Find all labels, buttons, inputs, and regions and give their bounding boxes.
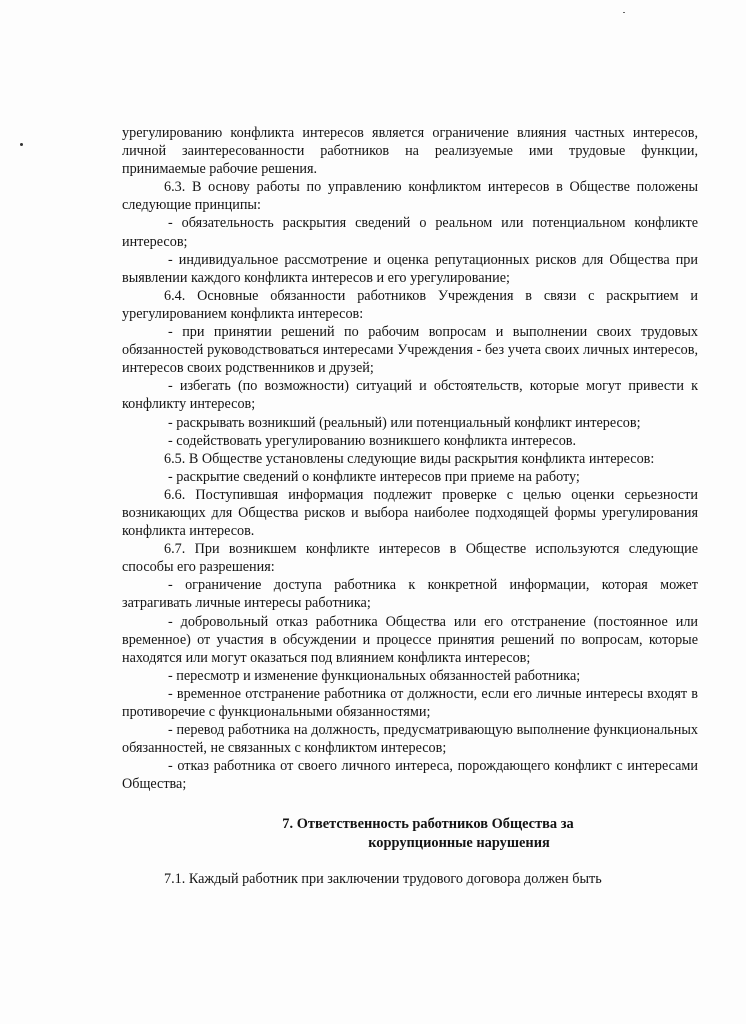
- section-heading-line1: 7. Ответственность работников Общества за: [282, 816, 574, 833]
- scan-speck: [623, 12, 625, 13]
- paragraph: - пересмотр и изменение функциональных обязанностей работника;: [168, 667, 581, 684]
- scan-speck: [20, 143, 23, 146]
- document-body: [122, 124, 698, 889]
- paragraph: 6.3. В основу работы по управлению конфликтом интересов в Обществе положены следующие принципы:: [122, 179, 698, 214]
- paragraph: - избегать (по возможности) ситуаций и обстоятельств, которые могут привести к конфликту интересов;: [122, 378, 698, 413]
- paragraph: урегулированию конфликта интересов является ограничение влияния частных интересов, личной заинтересованности работников на реализуемые ими трудовые функции, принимаемые рабочие решения.: [122, 125, 698, 178]
- paragraph: - раскрывать возникший (реальный) или потенциальный конфликт интересов;: [168, 414, 641, 431]
- paragraph: - индивидуальное рассмотрение и оценка репутационных рисков для Общества при выявлении каждого конфликта интересов и его урегулирование;: [122, 251, 698, 286]
- paragraph: - при принятии решений по рабочим вопросам и выполнении своих трудовых обязанностей руководствоваться интересами Учреждения - без учета своих личных интересов, интересов своих родственников и друзей;: [122, 324, 698, 377]
- paragraph: - обязательность раскрытия сведений о реальном или потенциальном конфликте интересов;: [122, 215, 698, 250]
- section-heading-line2: коррупционные нарушения: [368, 834, 550, 851]
- paragraph: 7.1. Каждый работник при заключении трудового договора должен быть: [164, 871, 602, 888]
- paragraph: - ограничение доступа работника к конкретной информации, которая может затрагивать личные интересы работника;: [122, 577, 698, 612]
- paragraph: - добровольный отказ работника Общества или его отстранение (постоянное или временное) от участия в обсуждении и процессе принятия решений по вопросам, которые находятся или могут оказаться под влиянием конфликта интересов;: [122, 613, 698, 666]
- paragraph: 6.7. При возникшем конфликте интересов в Обществе используются следующие способы его разрешения:: [122, 541, 698, 576]
- paragraph: 6.4. Основные обязанности работников Учреждения в связи с раскрытием и урегулированием конфликта интересов:: [122, 287, 698, 322]
- paragraph: - перевод работника на должность, предусматривающую выполнение функциональных обязанностей, не связанных с конфликтом интересов;: [122, 722, 698, 757]
- paragraph: 6.5. В Обществе установлены следующие виды раскрытия конфликта интересов:: [164, 450, 655, 467]
- paragraph: - содействовать урегулированию возникшего конфликта интересов.: [168, 432, 577, 449]
- paragraph: 6.6. Поступившая информация подлежит проверке с целью оценки серьезности возникающих для Общества рисков и выбора наиболее подходящей формы урегулирования конфликта интересов.: [122, 486, 698, 540]
- paragraph: - отказ работника от своего личного интереса, порождающего конфликт с интересами Общества;: [122, 758, 698, 793]
- paragraph: - временное отстранение работника от должности, если его личные интересы входят в противоречие с функциональными обязанностями;: [122, 685, 698, 720]
- paragraph: - раскрытие сведений о конфликте интересов при приеме на работу;: [168, 468, 580, 485]
- section-heading: [122, 815, 698, 852]
